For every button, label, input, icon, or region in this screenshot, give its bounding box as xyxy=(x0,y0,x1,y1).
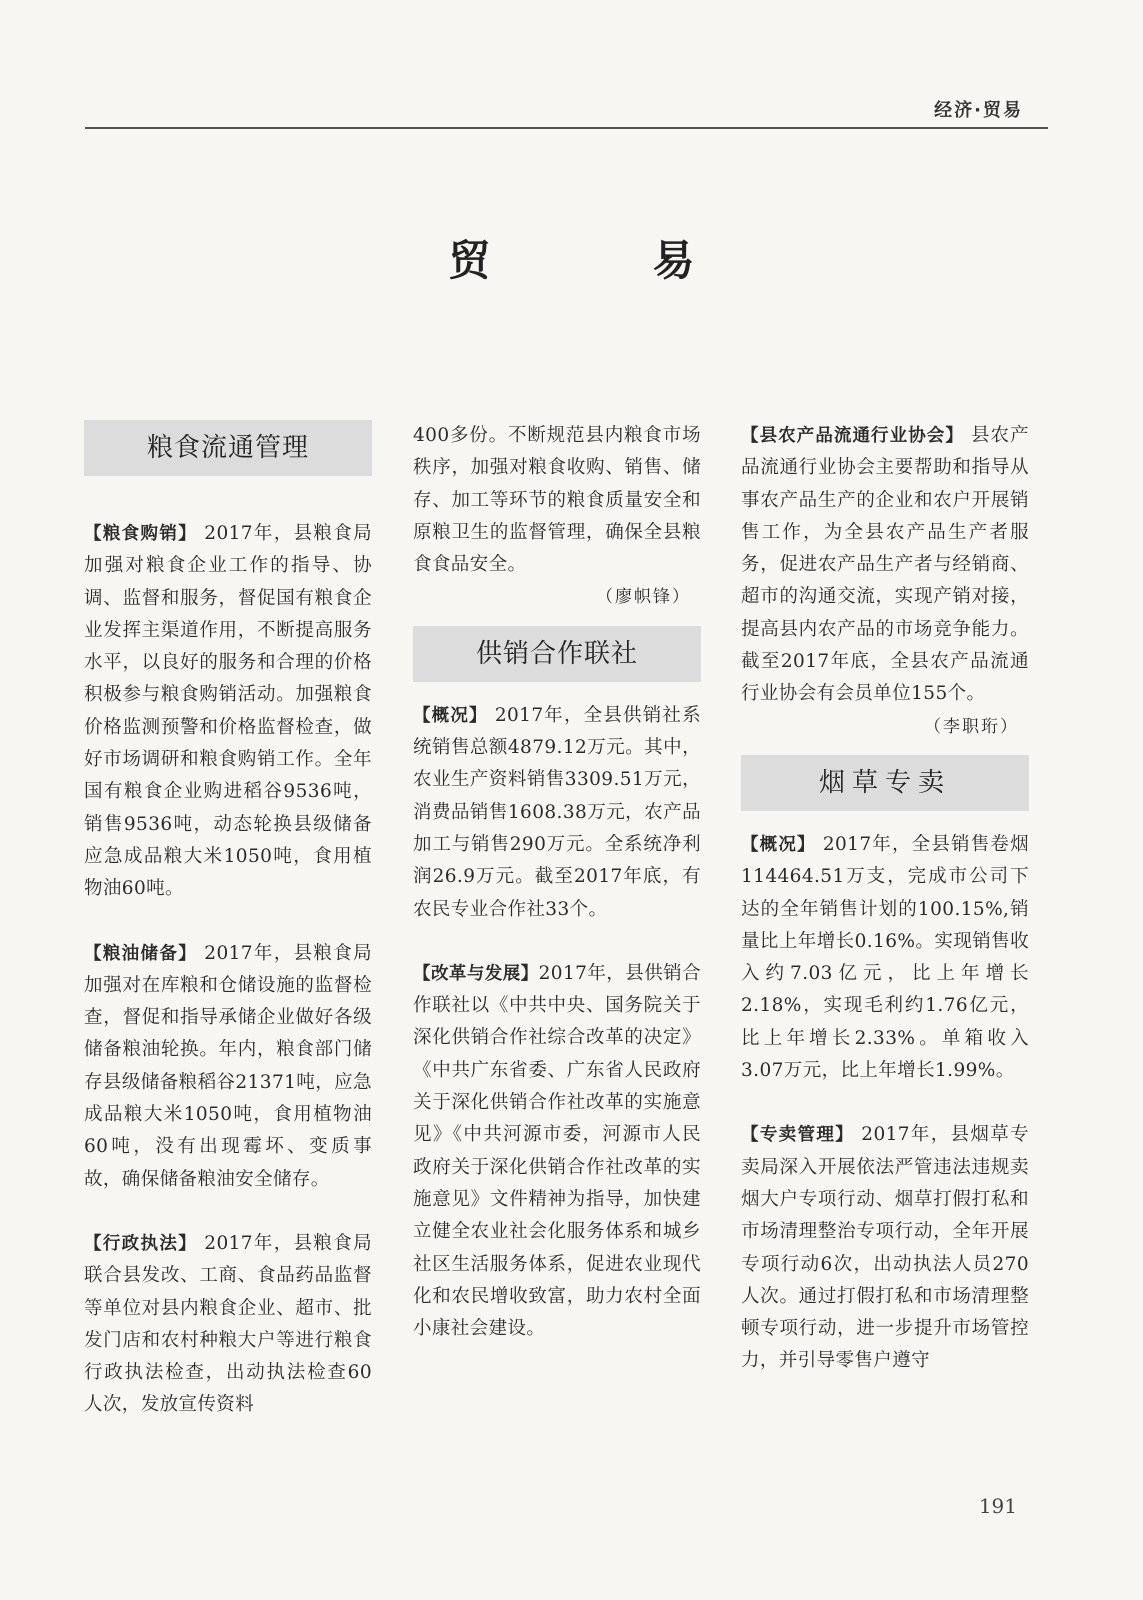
entry-body: 2017年，县烟草专卖局深入开展依法严管违法违规卖烟大户专项行动、烟草打假打私和市场清理整治专项行动，全年开展专项行动6次，出动执法人员270人次。通过打假打私和市场清理整顿专项行动，进一步提升市场管控力，并引导零售户遵守 xyxy=(741,1124,1030,1372)
entry-label: 【概况】 xyxy=(413,705,488,726)
entry-body: 2017年，县粮食局联合县发改、工商、食品药品监督等单位对县内粮食企业、超市、批发门店和农村种粮大户等进行粮食行政执法检查，出动执法检查60人次，发放宣传资料 xyxy=(84,1232,373,1416)
entry-grain-enforcement-continued: 400多份。不断规范县内粮食市场秩序，加强对粮食收购、销售、储存、加工等环节的粮食质量安全和原粮卫生的监督管理，确保全县粮食食品安全。 xyxy=(413,425,701,576)
running-head: 经济·贸易 xyxy=(934,100,1023,121)
entry-body: 2017年，县粮食局加强对在库粮和仓储设施的监督检查，督促和指导承储企业做好各级储备粮油轮换。年内，粮食部门储存县级储备粮稻谷21371吨，应急成品粮大米1050吨，食用植物油60吨，没有出现霉坏、变质事故，确保储备粮油安全储存。 xyxy=(84,942,373,1190)
entry-coop-reform xyxy=(413,958,701,1346)
column-3 xyxy=(741,420,1029,1378)
entry-body: 2017年，全县销售卷烟114464.51万支，完成市公司下达的全年销售计划的100.15%,销量比上年增长0.16%。实现销售收入约7.03亿元，比上年增长2.18%，实现毛利约1.76亿元，比上年增长2.33%。单箱收入3.07万元，比上年增长1.99%。 xyxy=(741,833,1029,1082)
entry-coop-overview xyxy=(413,700,701,926)
author-credit: （廖帜锋） xyxy=(596,587,691,608)
entry-body: 2017年，县供销合作联社以《中共中央、国务院关于深化供销合作社综合改革的决定》《中共广东省委、广东省人民政府关于深化供销合作社改革的实施意见》《中共河源市委，河源市人民政府关于深化供销合作社改革的实施意见》文件精神为指导，加快建立健全农业社会化服务体系和城乡社区生活服务体系，促进农业现代化和农民增收致富，助力农村全面小康社会建设。 xyxy=(413,962,701,1340)
section-heading-grain: 粮食流通管理 xyxy=(84,420,372,476)
section-heading-coop: 供销合作联社 xyxy=(413,626,701,682)
entry-label: 【概况】 xyxy=(741,834,816,855)
entry-label: 【县农产品流通行业协会】 xyxy=(741,426,964,446)
author-credit: （李职珩） xyxy=(924,716,1019,737)
page-title: 贸 易 xyxy=(448,236,755,285)
entry-label: 【改革与发展】 xyxy=(413,963,539,984)
entry-label: 【专卖管理】 xyxy=(741,1125,855,1146)
entry-body: 2017年，县粮食局加强对粮食企业工作的指导、协调、监督和服务，督促国有粮食企业发挥主渠道作用，不断提高服务水平，以良好的服务和合理的价格积极参与粮食购销活动。加强粮食价格监测预警和价格监督检查，做好市场调研和粮食购销工作。全年国有粮食企业购进稻谷9536吨，销售9536吨，动态轮换县级储备应急成品粮大米1050吨，食用植物油60吨。 xyxy=(84,523,373,900)
column-2 xyxy=(413,420,701,1345)
entry-body: 县农产品流通行业协会主要帮助和指导从事农产品生产的企业和农户开展销售工作，为全县农产品生产者服务，促进农产品生产者与经销商、超市的沟通交流，实现产销对接，提高县内农产品的市场竞争能力。截至2017年底，全县农产品流通行业协会有会员单位155个。 xyxy=(741,425,1029,705)
entry-label: 【粮食购销】 xyxy=(84,524,198,544)
page-number: 191 xyxy=(978,1494,1017,1518)
section-heading-tobacco: 烟草专卖 xyxy=(741,755,1029,811)
entry-body: 2017年，全县供销社系统销售总额4879.12万元。其中，农业生产资料销售3309.51万元，消费品销售1608.38万元，农产品加工与销售290万元。全系统净利润26.9万元。截至2017年底，有农民专业合作社33个。 xyxy=(413,704,701,920)
entry-grain-enforcement xyxy=(84,1228,372,1422)
entry-label: 【行政执法】 xyxy=(84,1233,198,1254)
entry-assoc xyxy=(741,420,1029,711)
column-1 xyxy=(84,420,372,1422)
header-rule xyxy=(85,127,1048,129)
entry-tobacco-management xyxy=(741,1119,1029,1377)
entry-tobacco-overview xyxy=(741,829,1029,1087)
entry-grain-purchase xyxy=(84,518,372,906)
entry-grain-reserve xyxy=(84,938,372,1196)
entry-label: 【粮油储备】 xyxy=(84,943,198,964)
